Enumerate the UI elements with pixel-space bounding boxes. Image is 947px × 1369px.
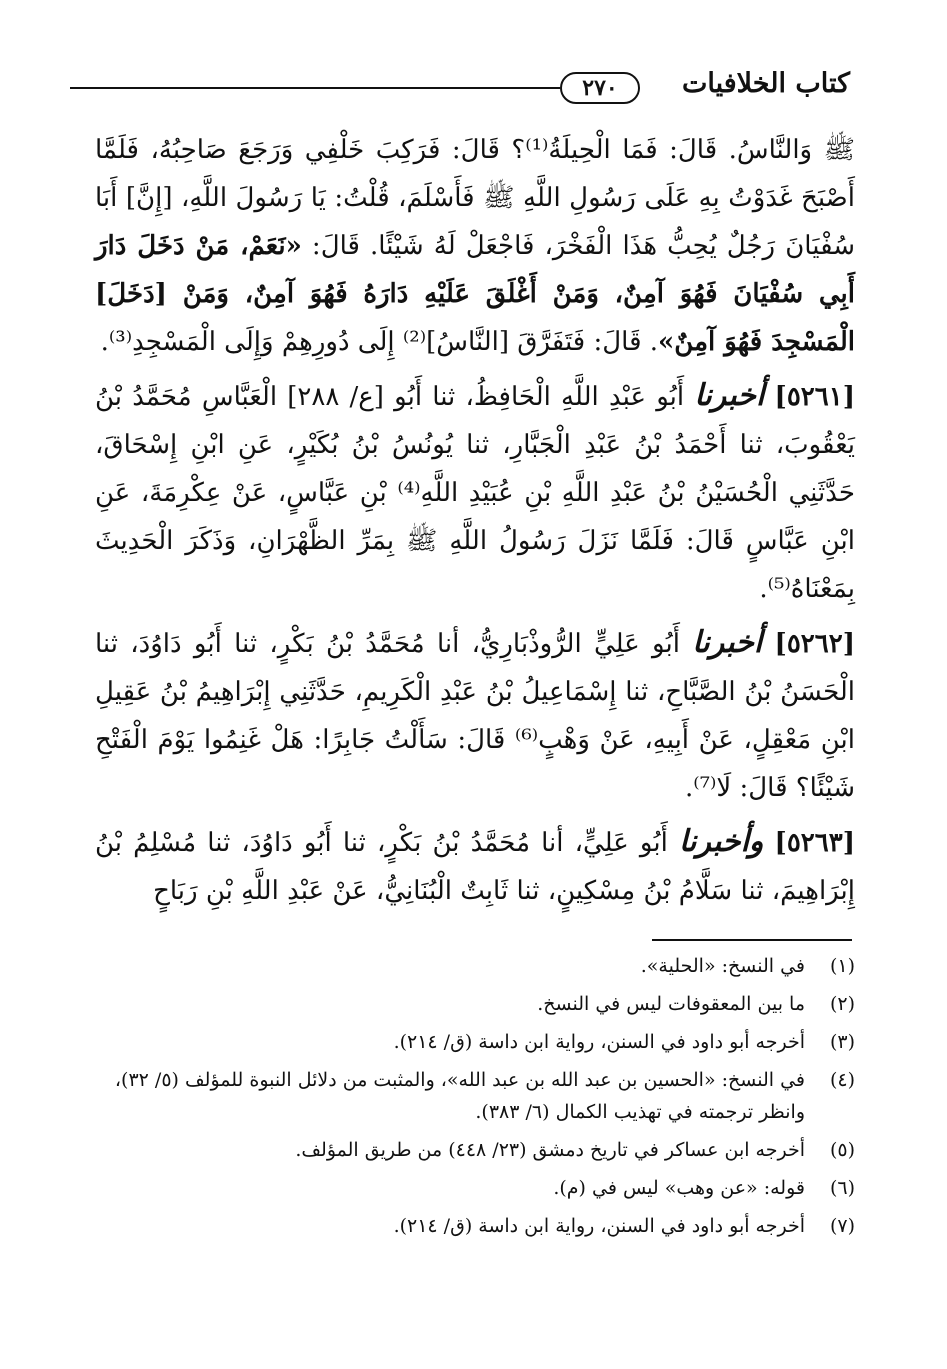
narration-keyword: أخبرنا (692, 625, 763, 660)
footnote-number: (١) (829, 955, 855, 977)
header-rule (70, 87, 560, 89)
hadith-5261 (95, 372, 855, 613)
footnotes (95, 950, 855, 1248)
text-segment: . قَالَ: فَتَفَرَّقَ [النَّاسُ]⁽²⁾ إِلَى دُورِهِمْ وَإِلَى الْمَسْجِدِ⁽³⁾. (100, 327, 659, 357)
footnote-text: ما بين المعقوفات ليس في النسخ. (537, 993, 805, 1015)
footnote-text: أخرجه ابن عساكر في تاريخ دمشق (٢٣/ ٤٤٨) من طريق المؤلف. (295, 1139, 805, 1161)
footnote-number: (٦) (829, 1177, 855, 1199)
footnote-number: (٧) (829, 1215, 855, 1237)
hadith-number: [٥٢٦٣] (774, 828, 856, 858)
footnote (95, 1064, 855, 1128)
footnote-number: (٢) (829, 993, 855, 1015)
hadith-number: [٥٢٦١] (774, 382, 855, 412)
hadith-quote: «نَعَمْ، مَنْ دَخَلَ دَارَ أَبِي سُفْيَانَ فَهُوَ آمِنٌ، وَمَنْ أَغْلَقَ عَلَيْهِ دَارَهُ فَهُوَ آمِنٌ، وَمَنْ [دَخَلَ] الْمَسْجِدَ فَهُوَ آمِنٌ» (95, 231, 855, 357)
footnote-rule (652, 939, 852, 941)
book-title: كتاب الخلافيات (681, 68, 850, 99)
hadith-text: أَبُو عَبْدِ اللَّهِ الْحَافِظُ، ثنا أَبُو [ع/ ٢٨٨] الْعَبَّاسِ مُحَمَّدُ بْنُ يَعْقُوبَ، ثنا أَحْمَدُ بْنُ عَبْدِ الْجَبَّارِ، ثنا يُونُسُ بْنُ بُكَيْرٍ، عَنِ ابْنِ إِسْحَاقَ، حَدَّثَنِي الْحُسَيْنُ بْنُ عَبْدِ اللَّهِ بْنِ عُبَيْدِ اللَّهِ⁽⁴⁾ بْنِ عَبَّاسٍ، عَنْ عِكْرِمَةَ، عَنِ ابْنِ عَبَّاسٍ قَالَ: فَلَمَّا نَزَلَ رَسُولُ اللَّهِ ﷺ بِمَرِّ الظَّهْرَانِ، وَذَكَرَ الْحَدِيثَ بِمَعْنَاهُ⁽⁵⁾. (95, 382, 855, 604)
footnote-text: أخرجه أبو داود في السنن، رواية ابن داسة (ق/ ٢١٤). (393, 1215, 805, 1237)
footnote (95, 1134, 855, 1166)
footnote-number: (٣) (829, 1031, 855, 1053)
footnote (95, 1210, 855, 1242)
hadith-5263 (95, 818, 855, 915)
narration-keyword: وأخبرنا (678, 824, 764, 859)
footnote-text: قوله: «عن وهب» ليس في (م). (553, 1177, 805, 1199)
main-text (95, 126, 855, 921)
hadith-text: أَبُو عَلِيٍّ، أنا مُحَمَّدُ بْنُ بَكْرٍ، ثنا أَبُو دَاوُدَ، ثنا مُسْلِمُ بْنُ إِبْرَاهِيمَ، ثنا سَلَّامُ بْنُ مِسْكِينٍ، ثنا ثَابِتٌ الْبُنَانِيُّ، عَنْ عَبْدِ اللَّهِ بْنِ رَبَاحٍ (95, 828, 855, 906)
page-number: ٢٧٠ (560, 72, 640, 104)
footnote-text: في النسخ: «الحلية». (640, 955, 805, 977)
footnote (95, 1172, 855, 1204)
paragraph-continuation (95, 126, 855, 366)
hadith-5262 (95, 619, 855, 812)
footnote (95, 950, 855, 982)
footnote (95, 988, 855, 1020)
narration-keyword: أخبرنا (694, 378, 765, 413)
footnote-text: في النسخ: «الحسين بن عبد الله بن عبد الله»، والمثبت من دلائل النبوة للمؤلف (٥/ ٣٢)، وانظر ترجمته في تهذيب الكمال (٦/ ٣٨٣). (114, 1069, 805, 1123)
footnote-number: (٤) (829, 1069, 855, 1091)
footnote-number: (٥) (829, 1139, 855, 1161)
hadith-text: أَبُو عَلِيٍّ الرُّوذْبَارِيُّ، أنا مُحَمَّدُ بْنُ بَكْرٍ، ثنا أَبُو دَاوُدَ، ثنا الْحَسَنُ بْنُ الصَّبَّاحِ، ثنا إِسْمَاعِيلُ بْنُ عَبْدِ الْكَرِيمِ، حَدَّثَنِي إِبْرَاهِيمُ بْنُ عَقِيلِ ابْنِ مَعْقِلٍ، عَنْ أَبِيهِ، عَنْ وَهْبٍ⁽⁶⁾ قَالَ: سَأَلْتُ جَابِرًا: هَلْ غَنِمُوا يَوْمَ الْفَتْحِ شَيْئًا؟ قَالَ: لَا⁽⁷⁾. (95, 629, 855, 803)
footnote (95, 1026, 855, 1058)
text-segment: ﷺ وَالنَّاسُ. قَالَ: فَمَا الْحِيلَةُ⁽¹⁾؟ قَالَ: فَرَكِبَ خَلْفِي وَرَجَعَ صَاحِبُهُ، فَلَمَّا أَصْبَحَ غَدَوْتُ بِهِ عَلَى رَسُولِ اللَّهِ ﷺ فَأَسْلَمَ، قُلْتُ: يَا رَسُولَ اللَّهِ، [إِنَّ] أَبَا سُفْيَانَ رَجُلٌ يُحِبُّ هَذَا الْفَخْرَ، فَاجْعَلْ لَهُ شَيْئًا. قَالَ: (95, 135, 856, 261)
page-header (90, 68, 850, 108)
hadith-number: [٥٢٦٢] (774, 629, 855, 659)
footnote-text: أخرجه أبو داود في السنن، رواية ابن داسة (ق/ ٢١٤). (393, 1031, 805, 1053)
